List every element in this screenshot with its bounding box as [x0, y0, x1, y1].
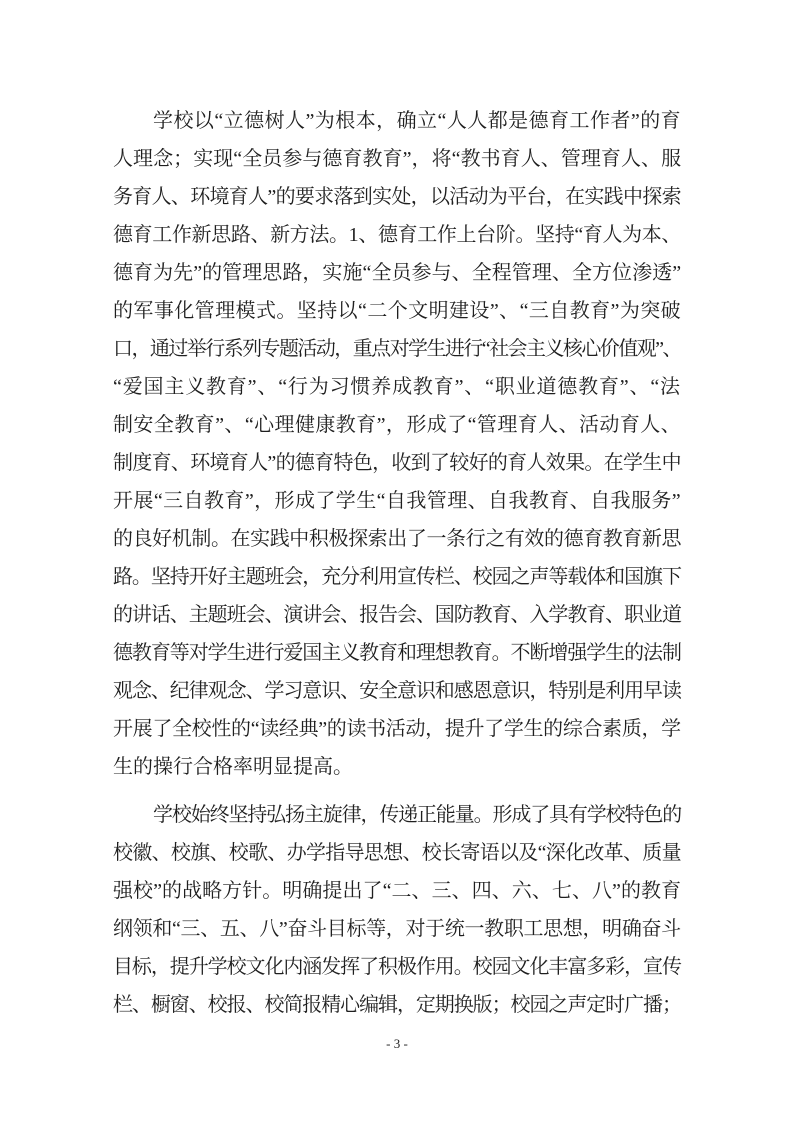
text-line	[113, 634, 681, 672]
text-line-content: 制度育、环境育人”的德育特色，收到了较好的育人效果。在学生中	[113, 452, 681, 474]
text-line-content: 学校始终坚持弘扬主旋律，传递正能量。形成了具有学校特色的	[153, 804, 682, 826]
text-line	[113, 140, 681, 178]
text-line	[113, 520, 681, 558]
text-line	[113, 102, 681, 140]
text-line	[113, 178, 681, 216]
text-line-content: 人理念；实现“全员参与德育教育”，将“教书育人、管理育人、服	[113, 148, 682, 170]
text-line	[113, 254, 681, 292]
text-line	[113, 834, 681, 872]
text-line	[113, 710, 681, 748]
text-line	[113, 748, 681, 786]
text-line	[113, 872, 681, 910]
text-line	[113, 368, 681, 406]
text-line-content: 开展了全校性的“读经典”的读书活动，提升了学生的综合素质，学	[113, 718, 681, 740]
text-line-content: 校徽、校旗、校歌、办学指导思想、校长寄语以及“深化改革、质量	[113, 842, 681, 864]
text-line-content: 栏、橱窗、校报、校简报精心编辑，定期换版；校园之声定时广播；	[113, 994, 681, 1016]
page-number: - 3 -	[386, 1036, 408, 1051]
text-line-content: 学校以“立德树人”为根本，确立“人人都是德育工作者”的育	[153, 110, 682, 132]
text-line-content: 路。坚持开好主题班会，充分利用宣传栏、校园之声等载体和国旗下	[113, 566, 681, 588]
text-line-content: 目标，提升学校文化内涵发挥了积极作用。校园文化丰富多彩，宣传	[113, 956, 681, 978]
text-line-content: 口，通过举行系列专题活动，重点对学生进行“社会主义核心价值观”、	[113, 338, 681, 360]
text-line	[113, 292, 681, 330]
text-line-content: 务育人、环境育人”的要求落到实处，以活动为平台，在实践中探索	[113, 186, 681, 208]
text-line-content: 德育工作新思路、新方法。1、德育工作上台阶。坚持“育人为本、	[113, 224, 682, 246]
text-line	[113, 910, 681, 948]
text-line	[113, 796, 681, 834]
paragraph	[113, 796, 681, 1024]
text-line-content: 纲领和“三、五、八”奋斗目标等，对于统一教职工思想，明确奋斗	[113, 918, 681, 940]
text-line-content: 德育为先”的管理思路，实施“全员参与、全程管理、全方位渗透”	[113, 262, 682, 284]
text-line-content: 的军事化管理模式。坚持以“二个文明建设”、“三自教育”为突破	[113, 300, 682, 322]
text-line	[113, 330, 681, 368]
text-line-content: 开展“三自教育”，形成了学生“自我管理、自我教育、自我服务”	[113, 490, 682, 512]
page-footer	[0, 1034, 794, 1054]
text-line-content: 制安全教育”、“心理健康教育”，形成了“管理育人、活动育人、	[113, 414, 682, 436]
text-line	[113, 948, 681, 986]
text-line	[113, 986, 681, 1024]
text-line-content: “爱国主义教育”、“行为习惯养成教育”、“职业道德教育”、“法	[113, 376, 681, 398]
text-line	[113, 444, 681, 482]
text-line	[113, 596, 681, 634]
text-line	[113, 558, 681, 596]
text-line	[113, 406, 681, 444]
text-line-content: 的良好机制。在实践中积极探索出了一条行之有效的德育教育新思	[113, 528, 682, 550]
paragraph	[113, 102, 681, 786]
text-line-content: 德教育等对学生进行爱国主义教育和理想教育。不断增强学生的法制	[113, 642, 681, 664]
text-line-content: 观念、纪律观念、学习意识、安全意识和感恩意识，特别是利用早读	[113, 680, 681, 702]
text-line	[113, 482, 681, 520]
text-line-content: 的讲话、主题班会、演讲会、报告会、国防教育、入学教育、职业道	[113, 604, 681, 626]
text-line	[113, 672, 681, 710]
text-line-content: 生的操行合格率明显提高。	[113, 756, 353, 778]
document-body	[113, 102, 681, 1024]
text-line	[113, 216, 681, 254]
text-line-content: 强校”的战略方针。明确提出了“二、三、四、六、七、八”的教育	[113, 880, 682, 902]
